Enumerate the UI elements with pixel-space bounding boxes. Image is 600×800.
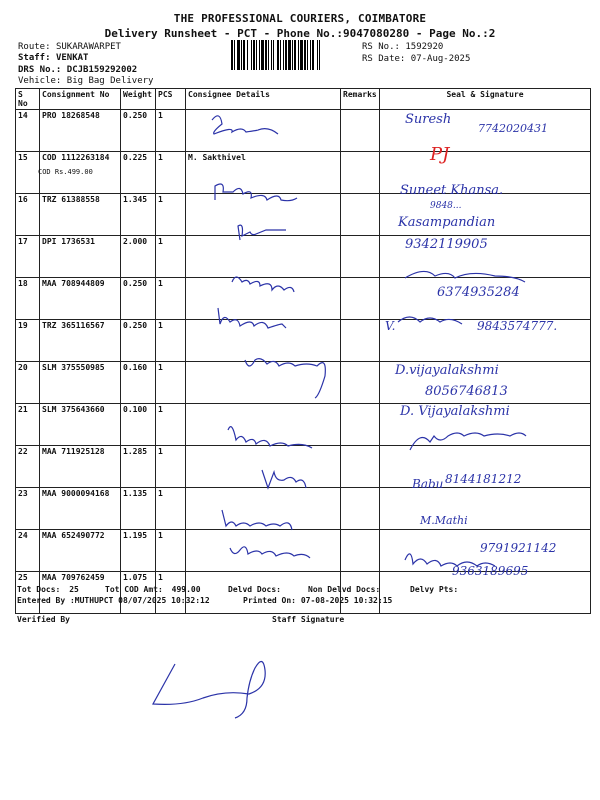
cell-pcs: 1 bbox=[156, 236, 186, 278]
signature-transcript bbox=[382, 531, 383, 532]
vehicle-value: Big Bag Delivery bbox=[66, 76, 154, 86]
col-sno: S No bbox=[16, 89, 40, 110]
cell-remarks bbox=[341, 278, 380, 320]
signature-text-19: V. bbox=[385, 319, 396, 333]
barcode-bar bbox=[292, 40, 293, 70]
cell-pcs: 1 bbox=[156, 572, 186, 614]
signature-text-15: PJ bbox=[430, 144, 450, 165]
barcode-bar bbox=[300, 40, 303, 70]
verified-by: Verified By bbox=[17, 615, 70, 624]
cell-weight: 1.195 bbox=[121, 530, 156, 572]
cell-signature bbox=[380, 236, 591, 278]
cell-consignment bbox=[40, 404, 121, 446]
barcode-bar bbox=[304, 40, 306, 70]
cell-consignment bbox=[40, 362, 121, 404]
signature-text-14: Suresh bbox=[405, 112, 452, 127]
cell-signature bbox=[380, 194, 591, 236]
signature-transcript bbox=[382, 321, 383, 322]
table-row bbox=[16, 320, 591, 362]
col-pcs: PCS bbox=[156, 89, 186, 110]
cell-remarks bbox=[341, 152, 380, 194]
cell-weight: 0.250 bbox=[121, 110, 156, 152]
col-signature: Seal & Signature bbox=[380, 89, 591, 110]
cell-pcs: 1 bbox=[156, 404, 186, 446]
table-header-row bbox=[16, 89, 591, 110]
cell-sno: 24 bbox=[16, 530, 40, 572]
barcode-bar bbox=[253, 40, 255, 70]
cell-remarks bbox=[341, 488, 380, 530]
signature-text-21: D. Vijayalakshmi bbox=[400, 404, 510, 419]
delvy-pts: Delvy Pts: bbox=[410, 585, 459, 594]
cell-consignee bbox=[186, 488, 341, 530]
cell-remarks bbox=[341, 110, 380, 152]
delvd-docs: Delvd Docs: bbox=[228, 585, 281, 594]
tot-cod-label: Tot COD Amt: bbox=[105, 585, 163, 594]
cell-consignment bbox=[40, 110, 121, 152]
cell-consignee bbox=[186, 236, 341, 278]
runsheet-table bbox=[15, 88, 591, 614]
cell-consignment bbox=[40, 488, 121, 530]
barcode-bar bbox=[285, 40, 287, 70]
table-row bbox=[16, 152, 591, 194]
barcode-bar bbox=[312, 40, 314, 70]
consignment-number: COD 1112263184 bbox=[42, 153, 110, 162]
signature-transcript bbox=[382, 237, 383, 238]
route-label: Route: bbox=[18, 42, 51, 52]
signature-text-23: Babu bbox=[412, 477, 444, 491]
tot-docs-value: 25 bbox=[69, 585, 79, 594]
barcode-bar bbox=[247, 40, 248, 70]
cell-weight: 0.100 bbox=[121, 404, 156, 446]
barcode-bar bbox=[307, 40, 308, 70]
consignment-number: SLM 375550985 bbox=[42, 363, 105, 372]
cell-remarks bbox=[341, 404, 380, 446]
cell-pcs: 1 bbox=[156, 362, 186, 404]
signature-transcript bbox=[382, 111, 383, 112]
cell-weight: 2.000 bbox=[121, 236, 156, 278]
cell-signature bbox=[380, 488, 591, 530]
table-row bbox=[16, 488, 591, 530]
barcode-bar bbox=[317, 40, 318, 70]
cell-consignment bbox=[40, 278, 121, 320]
barcode-bar bbox=[241, 40, 242, 70]
drs-line bbox=[18, 65, 137, 75]
table-row bbox=[16, 194, 591, 236]
cell-consignment bbox=[40, 194, 121, 236]
signature-text-20: D.vijayalakshmi bbox=[395, 363, 499, 378]
printed-on-value: 07-08-2025 10:32:15 bbox=[300, 596, 393, 605]
cell-pcs: 1 bbox=[156, 446, 186, 488]
signature-transcript bbox=[382, 363, 383, 364]
tot-cod bbox=[105, 585, 201, 594]
route-line bbox=[18, 42, 121, 52]
barcode-bar bbox=[280, 40, 281, 70]
entered-by-value: MUTHUPCT 08/07/2025 10:32:12 bbox=[74, 596, 210, 605]
cell-sno: 20 bbox=[16, 362, 40, 404]
signature-text-17: Kasampandian bbox=[398, 215, 496, 230]
consignment-number: PRO 18268548 bbox=[42, 111, 100, 120]
route-value: SUKARAWARPET bbox=[55, 42, 121, 52]
consignment-number: MAA 9000094168 bbox=[42, 489, 110, 498]
table-row bbox=[16, 404, 591, 446]
cell-sno: 17 bbox=[16, 236, 40, 278]
rs-date-label: RS Date: bbox=[362, 54, 406, 64]
barcode-bar bbox=[259, 40, 260, 70]
cell-remarks bbox=[341, 194, 380, 236]
cell-pcs: 1 bbox=[156, 194, 186, 236]
cell-weight: 1.345 bbox=[121, 194, 156, 236]
cell-signature bbox=[380, 110, 591, 152]
staff-signature-label: Staff Signature bbox=[272, 615, 345, 624]
signature-text-16: Suneet Khansa. bbox=[400, 183, 504, 198]
barcode-bar bbox=[288, 40, 291, 70]
cell-consignment bbox=[40, 236, 121, 278]
staff-signature-scribble bbox=[153, 661, 265, 718]
barcode-bar bbox=[298, 40, 299, 70]
rs-no-line bbox=[362, 42, 443, 52]
cell-consignee bbox=[186, 404, 341, 446]
cell-pcs: 1 bbox=[156, 152, 186, 194]
runsheet-subtitle: Delivery Runsheet - PCT - Phone No.:9047080280 - Page No.:2 bbox=[104, 27, 496, 40]
vehicle-label: Vehicle: bbox=[18, 76, 62, 86]
printed-on bbox=[243, 596, 392, 605]
signature-transcript bbox=[382, 447, 383, 448]
consignment-number: MAA 709762459 bbox=[42, 573, 105, 582]
barcode-bar bbox=[251, 40, 252, 70]
drs-value: DCJB159292002 bbox=[66, 65, 138, 75]
entered-by bbox=[17, 596, 210, 605]
cell-sno: 15 bbox=[16, 152, 40, 194]
cell-remarks bbox=[341, 446, 380, 488]
barcode-bar bbox=[310, 40, 311, 70]
cell-consignee bbox=[186, 530, 341, 572]
barcode-image bbox=[231, 40, 357, 70]
consignment-number: TRZ 365116567 bbox=[42, 321, 105, 330]
cell-pcs: 1 bbox=[156, 320, 186, 362]
drs-label: DRS No.: bbox=[18, 65, 62, 75]
cell-sno: 25 bbox=[16, 572, 40, 614]
signature-phone-14: 7742020431 bbox=[478, 122, 548, 135]
staff-line bbox=[18, 53, 88, 63]
col-consignee: Consignee Details bbox=[186, 89, 341, 110]
barcode-bar bbox=[256, 40, 257, 70]
consignment-number: SLM 375643660 bbox=[42, 405, 105, 414]
cell-weight: 1.075 bbox=[121, 572, 156, 614]
rs-no-value: 1592920 bbox=[405, 42, 444, 52]
barcode-bar bbox=[268, 40, 269, 70]
cell-signature bbox=[380, 404, 591, 446]
cell-consignee bbox=[186, 194, 341, 236]
cell-consignee bbox=[186, 110, 341, 152]
cell-consignee bbox=[186, 362, 341, 404]
signature-transcript bbox=[382, 405, 383, 406]
non-delvd-docs: Non Delvd Docs: bbox=[308, 585, 381, 594]
consignment-number: MAA 652490772 bbox=[42, 531, 105, 540]
cell-consignee bbox=[186, 446, 341, 488]
signature-transcript bbox=[382, 153, 383, 154]
cell-sno: 22 bbox=[16, 446, 40, 488]
cell-signature bbox=[380, 362, 591, 404]
tot-cod-value: 499.00 bbox=[171, 585, 201, 594]
col-remarks: Remarks bbox=[341, 89, 380, 110]
cell-signature bbox=[380, 320, 591, 362]
staff-value: VENKAT bbox=[55, 53, 89, 63]
barcode-bar bbox=[319, 40, 320, 70]
cell-weight: 1.285 bbox=[121, 446, 156, 488]
tot-docs bbox=[17, 585, 79, 594]
cell-remarks bbox=[341, 530, 380, 572]
cell-sno: 16 bbox=[16, 194, 40, 236]
consignment-number: MAA 711925128 bbox=[42, 447, 105, 456]
cell-consignee bbox=[186, 278, 341, 320]
printed-on-label: Printed On: bbox=[243, 596, 296, 605]
cell-signature bbox=[380, 446, 591, 488]
cell-sno: 14 bbox=[16, 110, 40, 152]
signature-phone-24: 9791921142 bbox=[480, 541, 557, 555]
signature-transcript bbox=[382, 279, 383, 280]
table-row bbox=[16, 530, 591, 572]
cell-consignee: M. Sakthivel bbox=[186, 152, 341, 194]
cell-consignment bbox=[40, 320, 121, 362]
barcode-bar bbox=[273, 40, 274, 70]
table-row bbox=[16, 278, 591, 320]
signature-phone-17: 9342119905 bbox=[405, 237, 488, 252]
consignment-number: DPI 1736531 bbox=[42, 237, 95, 246]
barcode-bar bbox=[237, 40, 240, 70]
cell-remarks bbox=[341, 362, 380, 404]
cell-weight: 0.250 bbox=[121, 320, 156, 362]
cell-pcs: 1 bbox=[156, 278, 186, 320]
table-row bbox=[16, 362, 591, 404]
signature-phone-25: 9363189695 bbox=[452, 564, 529, 578]
signature-text-24: M.Mathi bbox=[420, 514, 468, 527]
signature-phone-16: 9848... bbox=[430, 201, 462, 211]
col-consignment: Consignment No bbox=[40, 89, 121, 110]
rs-date-line bbox=[362, 54, 470, 64]
consignment-number: MAA 708944809 bbox=[42, 279, 105, 288]
barcode-bar bbox=[271, 40, 272, 70]
cell-remarks bbox=[341, 236, 380, 278]
signature-phone-21: 8056746813 bbox=[425, 384, 508, 399]
vehicle-line bbox=[18, 76, 153, 86]
cell-signature bbox=[380, 152, 591, 194]
cell-consignee bbox=[186, 320, 341, 362]
signature-phone-23: 8144181212 bbox=[445, 472, 522, 486]
cell-signature bbox=[380, 278, 591, 320]
cell-weight: 0.160 bbox=[121, 362, 156, 404]
tot-docs-label: Tot Docs: bbox=[17, 585, 61, 594]
barcode-bar bbox=[283, 40, 284, 70]
cell-consignment bbox=[40, 446, 121, 488]
cell-sno: 21 bbox=[16, 404, 40, 446]
rs-date-value: 07-Aug-2025 bbox=[410, 54, 471, 64]
cell-sno: 23 bbox=[16, 488, 40, 530]
staff-label: Staff: bbox=[18, 53, 51, 63]
barcode-bar bbox=[234, 40, 235, 70]
signature-transcript bbox=[382, 195, 383, 196]
cell-consignment bbox=[40, 530, 121, 572]
col-weight: Weight bbox=[121, 89, 156, 110]
signature-transcript bbox=[382, 489, 383, 490]
rs-no-label: RS No.: bbox=[362, 42, 400, 52]
entered-by-label: Entered By : bbox=[17, 596, 75, 605]
cell-remarks bbox=[341, 320, 380, 362]
table-row bbox=[16, 446, 591, 488]
cell-weight: 0.250 bbox=[121, 278, 156, 320]
cell-consignment bbox=[40, 152, 121, 194]
cell-pcs: 1 bbox=[156, 530, 186, 572]
barcode-bar bbox=[277, 40, 279, 70]
consignment-number: TRZ 61388558 bbox=[42, 195, 100, 204]
barcode-bar bbox=[243, 40, 245, 70]
table-row bbox=[16, 110, 591, 152]
barcode-bar bbox=[294, 40, 296, 70]
cell-sno: 18 bbox=[16, 278, 40, 320]
cell-signature bbox=[380, 530, 591, 572]
cell-weight: 1.135 bbox=[121, 488, 156, 530]
cod-note: COD Rs.499.00 bbox=[38, 168, 93, 176]
signature-phone-18: 6374935284 bbox=[437, 285, 520, 300]
barcode-bar bbox=[265, 40, 267, 70]
cell-sno: 19 bbox=[16, 320, 40, 362]
signature-transcript bbox=[382, 573, 383, 574]
table-row bbox=[16, 236, 591, 278]
cell-pcs: 1 bbox=[156, 110, 186, 152]
barcode-bar bbox=[261, 40, 264, 70]
company-title: THE PROFESSIONAL COURIERS, COIMBATORE bbox=[173, 12, 427, 25]
table-row bbox=[16, 572, 591, 614]
cell-weight: 0.225 bbox=[121, 152, 156, 194]
barcode-bar bbox=[231, 40, 233, 70]
cell-pcs: 1 bbox=[156, 488, 186, 530]
signature-phone-19: 9843574777. bbox=[477, 319, 558, 333]
